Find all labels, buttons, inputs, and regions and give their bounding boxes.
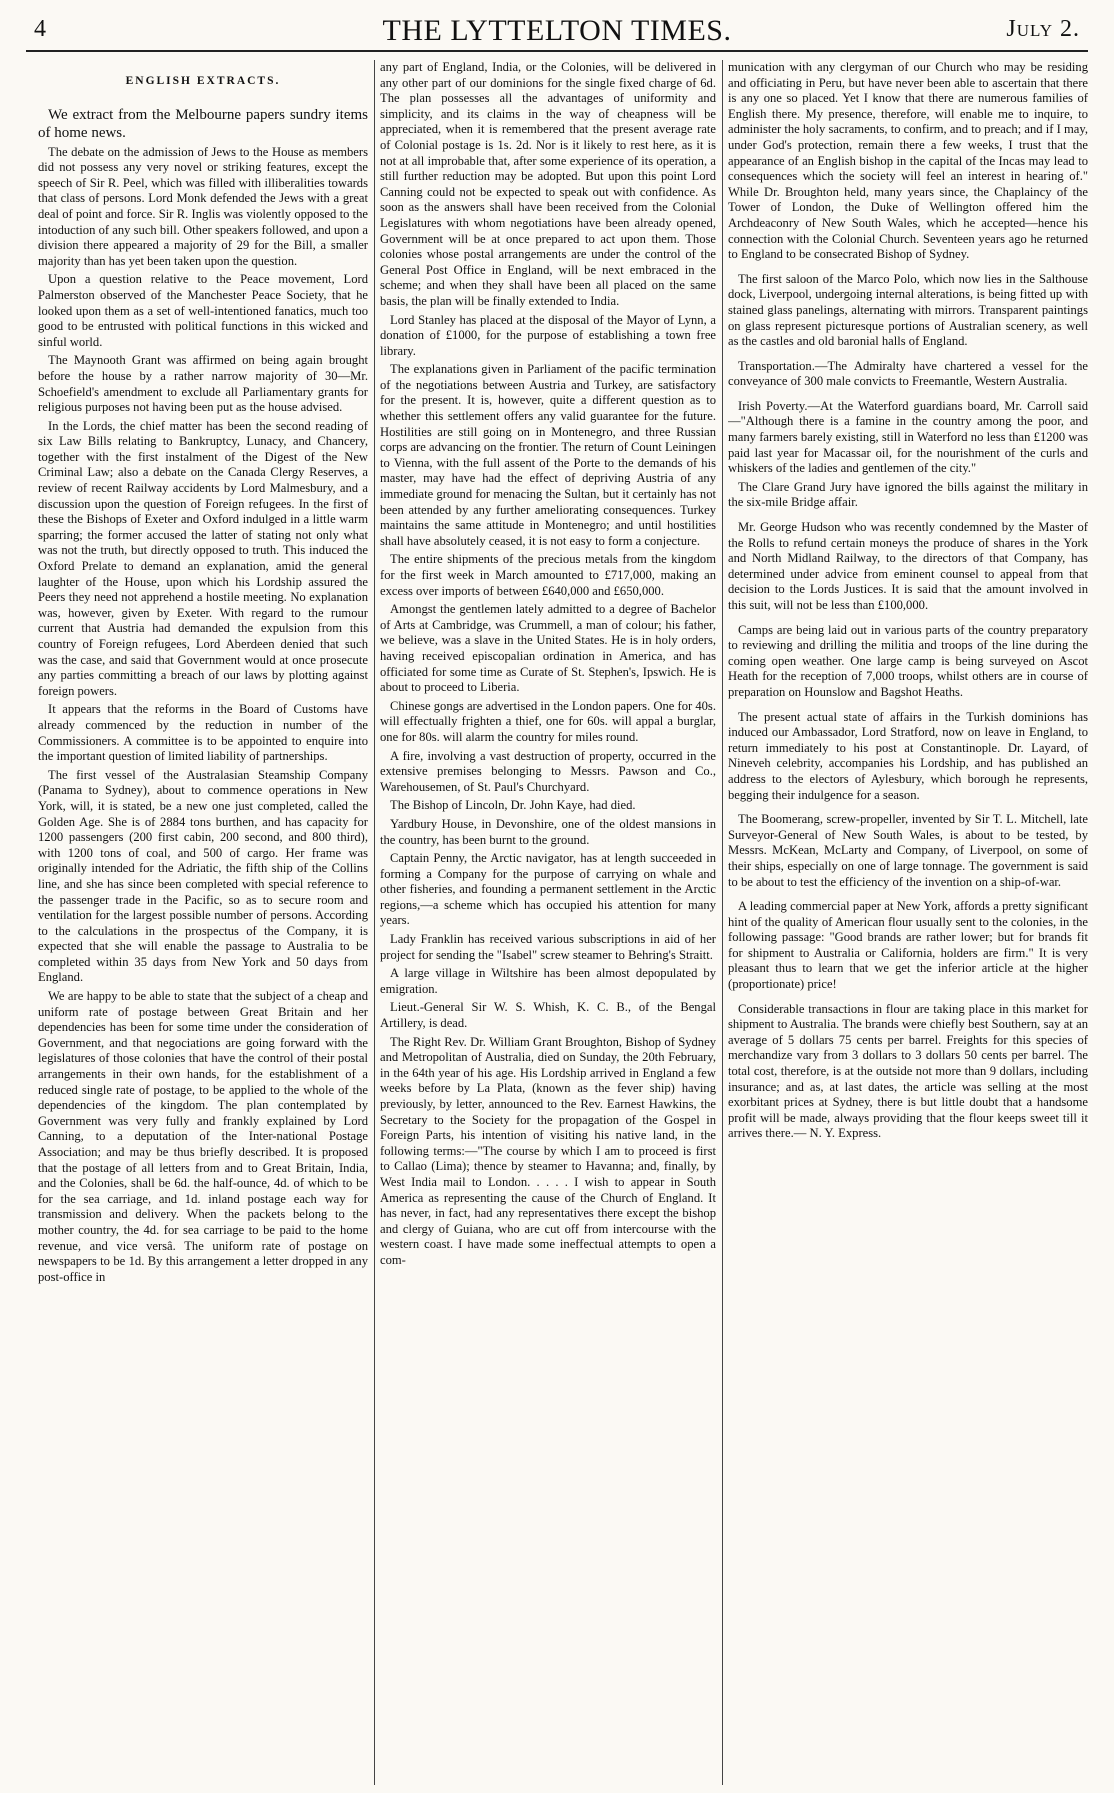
masthead <box>26 14 1088 52</box>
page-number: 4 <box>34 16 46 42</box>
column-3 <box>728 60 1088 1785</box>
article-paragraph: Camps are being laid out in various parts of the country preparatory to reviewing and drilling the militia and troops of the line during the coming open weather. One large camp is being surveyed on Ascot Heath for the reception of 7,000 troops, whilst others are in course of preparation on Hounslow and Bagshot Heaths. <box>728 622 1088 699</box>
article-paragraph: It appears that the reforms in the Board of Customs have already commenced by the reduction in number of the Commissioners. A committee is to be appointed to enquire into the important question of limited liability of partnerships. <box>38 702 368 764</box>
article-paragraph: Captain Penny, the Arctic navigator, has at length succeeded in forming a Company for the purpose of carrying on whale and other fisheries, and founding a permanent settlement in the Arctic regions,—a scheme which has occupied his attention for many years. <box>380 851 716 928</box>
article-paragraph: Chinese gongs are advertised in the London papers. One for 40s. will effectually frighten a thief, one for 60s. will appal a burglar, one for 80s. will alarm the country for miles round. <box>380 698 716 744</box>
article-paragraph: The entire shipments of the precious metals from the kingdom for the first week in March amounted to £717,000, making an excess over imports of between £640,000 and £650,000. <box>380 552 716 598</box>
article-paragraph: The Maynooth Grant was affirmed on being again brought before the house by a rather narrow majority of 30—Mr. Schoefield's amendment to exclude all Parliamentary grants for religious purposes not having been put as the house advised. <box>38 353 368 415</box>
article-paragraph: The Right Rev. Dr. William Grant Broughton, Bishop of Sydney and Metropolitan of Australia, died on Sunday, the 20th February, in the 64th year of his age. His Lordship arrived in England a few weeks before by La Plata, (known as the fever ship) having previously, by letter, announced to the Rev. Earnest Hawkins, the Secretary to the Society for the propagation of the Gospel in Foreign Parts, his intention of visiting his native land, in the following terms:—"The course by which I am to proceed is first to Callao (Lima); thence by steamer to Havanna; and, finally, by West India mail to London. . . . . I wish to appear in South America as representing the cause of the Church of England. It has never, in fact, had any representatives there except the bishop and clergy of Guiana, who are cut off from intercourse with the western coast. I have made some ineffectual attempts to open a com- <box>380 1034 716 1267</box>
article-paragraph: The first saloon of the Marco Polo, which now lies in the Salthouse dock, Liverpool, undergoing internal alterations, is being fitted up with stained glass panelings, alternating with mirrors. Transparent paintings on glass represent picturesque portions of Australian scenery, as well as the castles and old baronial halls of England. <box>728 271 1088 349</box>
article-paragraph: Yardbury House, in Devonshire, one of the oldest mansions in the country, has been burnt to the ground. <box>380 816 716 847</box>
section-heading: ENGLISH EXTRACTS. <box>125 75 281 87</box>
article-paragraph: The Boomerang, screw-propeller, invented by Sir T. L. Mitchell, late Surveyor-General of New South Wales, is about to be tested, by Messrs. McKean, McLarty and Company, of Liverpool, on some of their ships, especially on one of large tonnage. The government is said to be about to test the efficiency of the invention on a ship-of-war. <box>728 812 1088 889</box>
article-paragraph: Lady Franklin has received various subscriptions in aid of her project for sending the "Isabel" screw steamer to Behring's Straitt. <box>380 932 716 962</box>
article-paragraph: any part of England, India, or the Colonies, will be delivered in any other part of our dominions for the single fixed charge of 6d. The plan possesses all the advantages of uniformity and simplicity, and its claims in the way of cheapness will be appreciated, when it is remembered that the present average rate of Colonial postage is 1s. 2d. Nor is it likely to rest here, as it is not at all improbable that, after some experience of its operation, a still further reduction may be adopted. But upon this point Lord Canning could not be expected to speak out with confidence. As soon as the answers shall have been received from the Colonial Legislatures with whom negotiations have been already opened, Government will be at once prepared to act upon them. Those colonies whose postal arrangements are under the control of the General Post Office in England, will be next embraced in the scheme; and when they shall have been all placed on the same basis, the plan will be finally extended to India. <box>380 60 716 308</box>
article-paragraph: munication with any clergyman of our Church who may be residing and officiating in Peru, but have never been able to ascertain that there is any one so placed. Yet I know that there are numerous families of English there. My presence, therefore, will enable me to inquire, to administer the holy sacraments, to confirm, and to preach; and if I may, under God's protection, remain there a few weeks, I trust that the appearance of an English bishop in the capital of the Incas may lead to consequences which the society will feel an interest in hearing of." While Dr. Broughton held, many years since, the Chaplaincy of the Tower of London, the Duke of Wellington offered him the Archdeaconry of New South Wales, which he accepted—hence his connection with the Colonial Church. Seventeen years ago he returned to England to be consecrated Bishop of Sydney. <box>728 60 1088 262</box>
lead-paragraph: We extract from the Melbourne papers sundry items of home news. <box>38 106 368 141</box>
article-paragraph: The first vessel of the Australasian Steamship Company (Panama to Sydney), about to commence operations in New York, will, it is stated, be a new one just completed, called the Golden Age. She is of 2884 tons burthen, and has capacity for 1200 passengers (200 first cabin, 200 second, and 800 third), with 1200 tons of coal, and 500 of cargo. Her frame was originally intended for the Adriatic, the fifth ship of the Collins line, and she has since been completed with special reference to the passenger trade in the Pacific, so as to secure room and ventilation for the largest possible number of persons. According to the calculations in the prospectus of the Company, it is expected that she will enable the passage to Australia to be completed within 35 days from New York and 50 days from England. <box>38 767 368 985</box>
article-paragraph: A large village in Wiltshire has been almost depopulated by emigration. <box>380 966 716 996</box>
article-paragraph: Considerable transactions in flour are taking place in this market for shipment to Australia. The brands were chiefly best Southern, say at an average of 5 dollars 75 cents per barrel. Freights for this species of merchandize vary from 3 dollars to 3 dollars 50 cents per barrel. The total cost, therefore, is at the outside not more than 9 dollars, including insurance; and as, at last dates, the article was selling at the most exorbitant prices at Sydney, there is but little doubt that a handsome profit will be made, always providing that the flour keeps sweet till it arrives there.— N. Y. Express. <box>728 1001 1088 1141</box>
article-paragraph: A leading commercial paper at New York, affords a pretty significant hint of the quality of American flour usually sent to the colonies, in the following passage: "Good brands are rather lower; but for brands fit for shipment to Australia or California, holders are firm." It is very pleasant thus to learn that we get the inferior article at the higher (proportionate) price! <box>728 899 1088 992</box>
article-paragraph: The debate on the admission of Jews to the House as members did not possess any very novel or striking features, except the speech of Sir R. Peel, which was filled with illiberalities towards that class of persons. Lord Monk defended the Jews with a great deal of point and force. Sir R. Inglis was violently opposed to the intoduction of any such bill. Other speakers followed, and upon a division there appeared a majority of 29 for the Bill, a smaller majority than has yet been taken upon the question. <box>38 144 368 268</box>
column-1 <box>38 60 368 1785</box>
article-paragraph: The Clare Grand Jury have ignored the bills against the military in the six-mile Bridge affair. <box>728 479 1088 510</box>
newspaper-title: THE LYTTELTON TIMES. <box>382 14 732 47</box>
article-paragraph: The present actual state of affairs in the Turkish dominions has induced our Ambassador, Lord Stratford, now on leave in England, to return immediately to his post at Constantinople. Dr. Layard, of Nineveh celebrity, accompanies his Lordship, and has published an address to the electors of Aylesbury, which borough he represents, begging their indulgence for a season. <box>728 709 1088 802</box>
article-paragraph: Lord Stanley has placed at the disposal of the Mayor of Lynn, a donation of £1000, for the purpose of establishing a town free library. <box>380 312 716 358</box>
article-paragraph: Amongst the gentlemen lately admitted to a degree of Bachelor of Arts at Cambridge, was Crummell, a man of colour; his father, we believe, was a slave in the United States. He is in holy orders, having received episcopalian ordination in America, and has officiated for some time as Curate of St. Stephen's, Ipswich. He is about to proceed to Liberia. <box>380 602 716 695</box>
article-paragraph: In the Lords, the chief matter has been the second reading of six Law Bills relating to Bankruptcy, Lunacy, and Chancery, together with the first instalment of the Digest of the New Criminal Law; also a debate on the Canada Clergy Reserves, a review of recent Railway accidents by Lord Malmesbury, and a discussion upon the question of Foreign refugees. In the first of these the Bishops of Exeter and Oxford indulged in a little warm sparring; the former accused the latter of stating not only what was not the truth, but directly opposed to truth. This induced the Oxford Prelate to demand an explanation, amid the general laughter of the House, upon which his Lordship assured the Peers they need not apprehend a hostile meeting. No explanation was, however, given by Exeter. With regard to the rumour current that Austria had demanded the expulsion from this country of Foreign refugees, Lord Aberdeen denied that such was the case, and said that Government would at once prosecute any parties committing a breach of our laws by plotting against foreign powers. <box>38 418 368 698</box>
column-rule <box>374 60 375 1785</box>
article-paragraph: A fire, involving a vast destruction of property, occurred in the extensive premises belonging to Messrs. Pawson and Co., Warehousemen, of St. Paul's Churchyard. <box>380 748 716 794</box>
article-paragraph: We are happy to be able to state that the subject of a cheap and uniform rate of postage between Great Britain and her dependencies has been for some time under the consideration of Government, and that negociations are going forward with the legislatures of those colonies that have the control of their postal arrangements in their own hands, for the establishment of a reduced single rate of postage, to be applied to the whole of the dependencies of the kingdom. The plan contemplated by Government was very fully and frankly explained by Lord Canning, to a deputation of the Inter-national Postage Association; and may be thus briefly described. It is proposed that the postage of all letters from and to Great Britain, India, and the Colonies, shall be 6d. the half-ounce, 4d. of which to be for the sea carriage, and 1d. inland postage each way for transmission and delivery. When the packets belong to the mother country, the 4d. for sea carriage to be paid to the home revenue, and vice versâ. The uniform rate of postage on newspapers to be 1d. By this arrangement a letter dropped in any post-office in <box>38 989 368 1284</box>
issue-date: July 2. <box>1006 16 1080 42</box>
article-paragraph: Mr. George Hudson who was recently condemned by the Master of the Rolls to refund certain moneys the produce of shares in the York and North Midland Railway, to the directors of that Company, has determined under advice from eminent counsel to appeal from that decision to the Lords Justices. It is said that the amount involved in this suit, will not be less than £100,000. <box>728 520 1088 612</box>
column-2 <box>380 60 716 1785</box>
article-paragraph: Transportation.—The Admiralty have chartered a vessel for the conveyance of 300 male convicts to Freemantle, Western Australia. <box>728 358 1088 389</box>
column-rule <box>722 60 723 1785</box>
article-paragraph: The Bishop of Lincoln, Dr. John Kaye, had died. <box>390 798 636 813</box>
article-paragraph: The explanations given in Parliament of the pacific termination of the negotiations between Austria and Turkey, are satisfactory for the present. It is, however, quite a different question as to whether this settlement offers any valid guarantee for the future. Hostilities are still going on in Montenegro, and three Russian corps are advancing on the frontier. The return of Count Leiningen to Vienna, with the full assent of the Porte to the demands of his master, may have had the effect of depriving Austria of any immediate ground for menacing the Sultan, but it certainly has not been attended by any further ameliorating consequences. Turkey maintains the same attitude in Montenegro; and until hostilities shall have absolutely ceased, it is not easy to form a conjecture. <box>380 362 716 548</box>
article-paragraph: Irish Poverty.—At the Waterford guardians board, Mr. Carroll said—"Although there is a famine in the country among the poor, and many farmers barely existing, still in Waterford no less than £1200 was paid last year for Macassar oil, for the nourishment of the curls and whiskers of the ladies and gentlemen of the city." <box>728 398 1088 476</box>
article-paragraph: Lieut.-General Sir W. S. Whish, K. C. B., of the Bengal Artillery, is dead. <box>380 1000 716 1031</box>
columns <box>38 60 1088 1785</box>
article-paragraph: Upon a question relative to the Peace movement, Lord Palmerston observed of the Manchester Peace Society, that he looked upon them as a set of well-intentioned fanatics, much too good to be entrusted with political functions in this wicked and sinful world. <box>38 272 368 349</box>
